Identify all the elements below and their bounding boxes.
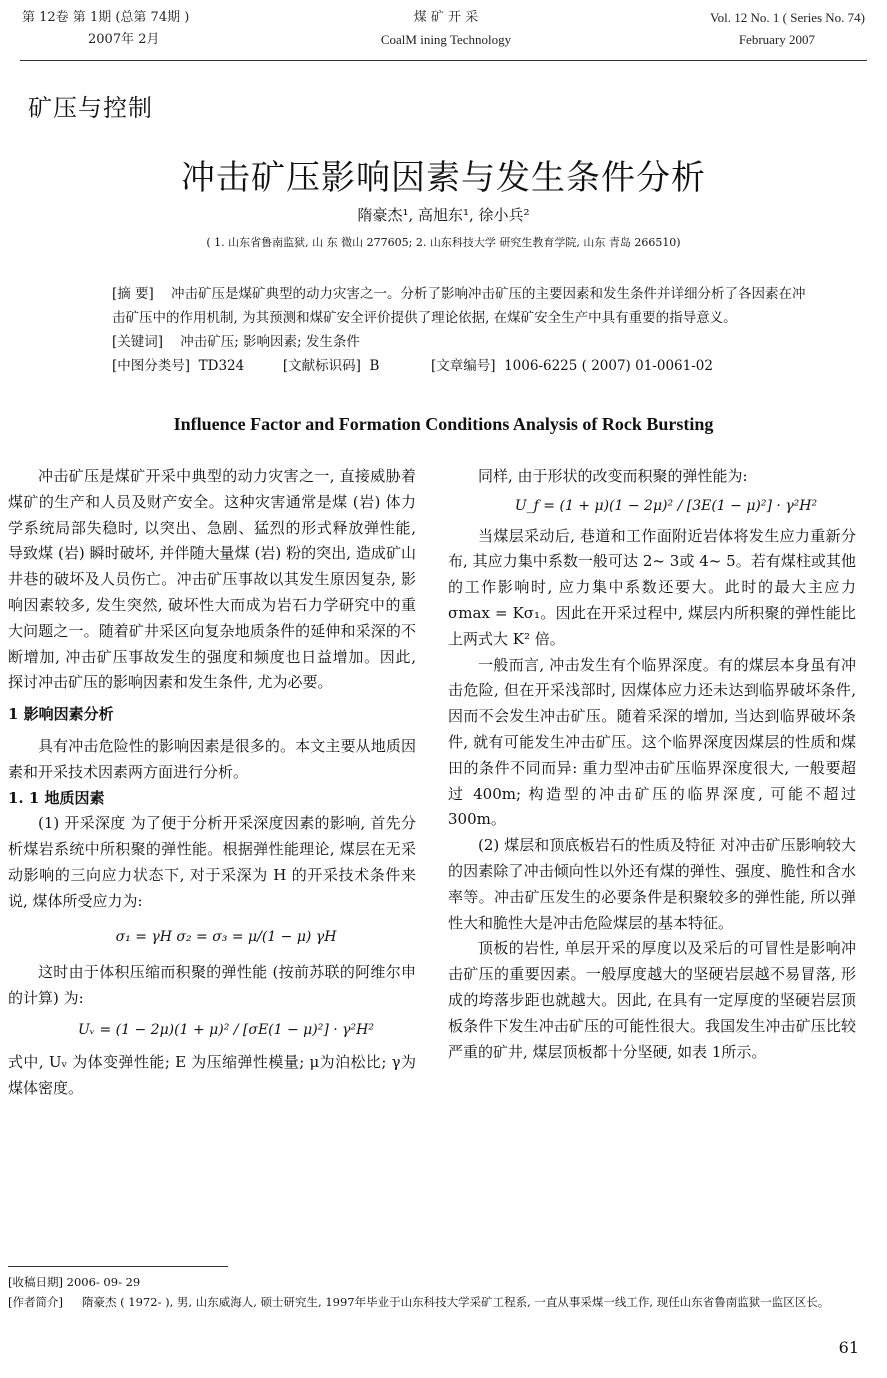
right-column [448, 464, 856, 1065]
abstract-text-1: 冲击矿压是煤矿典型的动力灾害之一。分析了影响冲击矿压的主要因素和发生条件 [171, 286, 657, 302]
intro-paragraph: 冲击矿压是煤矿开采中典型的动力灾害之一, 直接威胁着煤矿的生产和人员及财产安全。这种灾害通常是煤 (岩) 体力学系统局部失稳时, 以突出、急剧、猛烈的形式释放弹性能, 导致煤 (岩) 瞬时破坏, 并伴随大量煤 (岩) 粉的突出, 造成矿山井巷的破坏及人员伤亡。冲击矿压事故以其发生原因复杂, 影响因素较多, 发生突然, 破坏性大而成为岩石力学研究中的重大问题之一。随着矿井采区向复杂地质条件的延伸和采深的不断增加, 冲击矿压事故发生的强度和频度也日益增加。因此, 探讨冲击矿压的影响因素和发生条件, 尤为必要。 [8, 467, 416, 692]
page-title: 冲击矿压影响因素与发生条件分析 [181, 158, 706, 198]
bio-label: [作者简介] [8, 1295, 63, 1309]
formula-uf: U_f = (1 + μ)(1 − 2μ)² / [3E(1 − μ)²] · γ²H² [514, 497, 818, 514]
paragraph-where: 式中, Uᵥ 为体变弹性能; E 为压缩弹性模量; μ为泊松比; γ为煤体密度。 [8, 1052, 416, 1097]
footnote-rule [8, 1266, 228, 1267]
paragraph-stress-concentration: 当煤层采动后, 巷道和工作面附近岩体将发生应力重新分布, 其应力集中系数一般可达 2~ 3或 4~ 5。若有煤柱或其他的工作影响时, 应力集中系数还要大。此时的最大主应力 σmax = Kσ₁。因此在开采过程中, 煤层内所积聚的弹性能比上两式大 K² 倍。 [448, 526, 856, 648]
paragraph-shape-energy: 同样, 由于形状的改变而积聚的弹性能为: [478, 467, 748, 485]
section-tag: 矿压与控制 [28, 94, 153, 122]
page-number: 61 [838, 1338, 859, 1357]
journal-volume-en: Vol. 12 No. 1 ( Series No. 74) [709, 10, 865, 25]
received-date: [收稿日期] 2006- 09- 29 [8, 1275, 141, 1289]
article-label: [文章编号] [430, 358, 496, 374]
authors: 隋豪杰¹, 高旭东¹, 徐小兵² [357, 206, 530, 224]
journal-volume: 第 12卷 第 1期 (总第 74期 ) [22, 10, 190, 25]
article-value: 1006-6225 ( 2007) 01-0061-02 [504, 358, 713, 374]
paragraph-rock-properties: (2) 煤层和顶底板岩石的性质及特征 对冲击矿压影响较大的因素除了冲击倾向性以外还有煤的弹性、强度、脆性和含水率等。冲击矿压发生的必要条件是积聚较多的弹性能, 所以弹性大和脆性大是冲击危险煤层的基本特征。 [448, 836, 856, 932]
header-rule [20, 60, 867, 61]
paragraph-roof: 顶板的岩性, 单层开采的厚度以及采后的可冒性是影响冲击矿压的重要因素。一般厚度越大的坚硬岩层越不易冒落, 形成的垮落步距也就越大。因此, 在具有一定厚度的坚硬岩层顶板条件下发生冲击矿压的可能性很大。我国发生冲击矿压比较严重的矿井, 煤层顶板都十分坚硬, 如表 1所示。 [448, 939, 856, 1061]
english-title: Influence Factor and Formation Conditions Analysis of Rock Bursting [173, 414, 714, 434]
formula-uv: Uᵥ = (1 − 2μ)(1 + μ)² / [σE(1 − μ)²] · γ²H² [78, 1021, 374, 1038]
paragraph-critical-depth: 一般而言, 冲击发生有个临界深度。有的煤层本身虽有冲击危险, 但在开采浅部时, 因煤体应力还未达到临界破坏条件, 因而不会发生冲击矿压。随着采深的增加, 当达到临界破坏条件, 就有可能发生冲击矿压。这个临界深度因煤层的性质和煤田的条件不同而异: 重力型冲击矿压临界深度很大, 一般要超过 400m; 构造型的冲击矿压的临界深度, 可能不超过 300m。 [448, 655, 856, 829]
doc-label: [文献标识码] [282, 358, 361, 374]
keywords: 冲击矿压; 影响因素; 发生条件 [180, 334, 360, 350]
section-heading-1: 1 影响因素分析 [8, 705, 114, 724]
doc-value: B [369, 358, 380, 374]
abstract-label: [摘 要] [112, 286, 154, 302]
footnotes [8, 1272, 868, 1312]
journal-name-en: CoalM ining Technology [380, 32, 512, 47]
author-bio: 隋豪杰 ( 1972- ), 男, 山东威海人, 硕士研究生, 1997年毕业于山东科技大学采矿工程系, 一直从事采煤一线工作, 现任山东省鲁南监狱一监区区长。 [82, 1295, 830, 1309]
journal-date: 2007年 2月 [88, 32, 160, 47]
journal-name-cn: 煤 矿 开 采 [413, 10, 479, 25]
paragraph-depth: (1) 开采深度 为了便于分析开采深度因素的影响, 首先分析煤岩系统中所积聚的弹性能。根据弹性能理论, 煤层在无采动影响的三向应力状态下, 对于采深为 H 的开采技术条件来说, 煤体所受应力为: [8, 814, 416, 910]
subsection-heading-1-1: 1. 1 地质因素 [8, 788, 105, 807]
abstract-text-rest: 并详细分析了各因素在冲击矿压中的作用机制, 为其预测和煤矿安全评价提供了理论依据, 在煤矿安全生产中具有重要的指导意义。 [112, 286, 806, 326]
formula-stress: σ₁ = γH σ₂ = σ₃ = μ/(1 − μ) γH [115, 928, 337, 945]
clc-label: [中图分类号] [112, 358, 191, 374]
left-column [8, 464, 416, 1101]
paragraph-volume-energy: 这时由于体积压缩而积聚的弹性能 (按前苏联的阿维尔申的计算) 为: [8, 963, 416, 1008]
abstract-block [78, 282, 808, 378]
paragraph-factors: 具有冲击危险性的影响因素是很多的。本文主要从地质因素和开采技术因素两方面进行分析。 [8, 736, 416, 781]
keywords-label: [关键词] [112, 334, 164, 350]
journal-date-en: February 2007 [738, 32, 815, 47]
clc-value: TD324 [198, 358, 245, 374]
affiliations: ( 1. 山东省鲁南监狱, 山 东 微山 277605; 2. 山东科技大学 研究生教育学院, 山东 青岛 266510) [206, 236, 681, 249]
